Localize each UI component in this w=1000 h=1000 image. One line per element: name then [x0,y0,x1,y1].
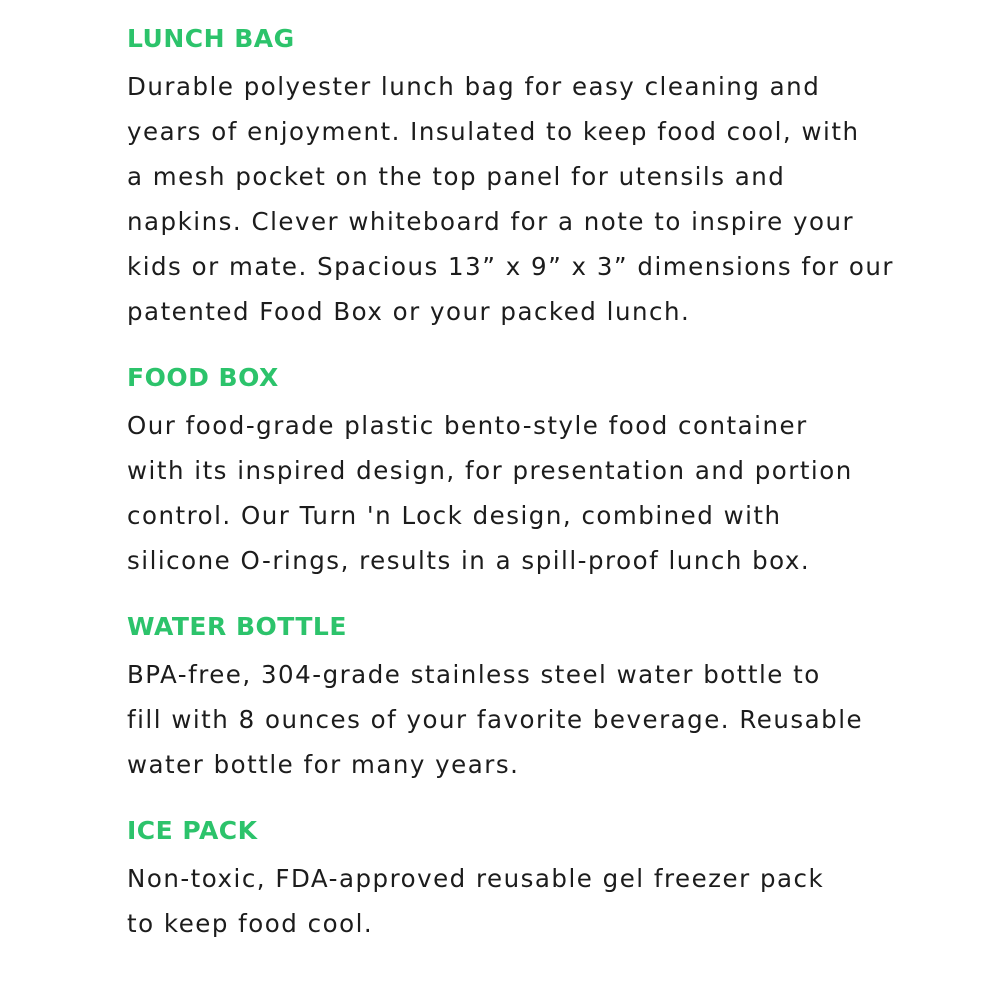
section-ice-pack [127,814,887,946]
section-water-bottle [127,610,887,787]
section-heading: LUNCH BAG [127,24,295,53]
body-line: BPA-free, 304-grade stainless steel water bottle to [127,660,821,689]
body-line: napkins. Clever whiteboard for a note to inspire your [127,207,855,236]
body-line: years of enjoyment. Insulated to keep food cool, with [127,117,860,146]
body-line: patented Food Box or your packed lunch. [127,297,691,326]
body-line: control. Our Turn 'n Lock design, combined with [127,501,782,530]
body-line: kids or mate. Spacious 13” x 9” x 3” dimensions for our [127,252,894,281]
body-line: water bottle for many years. [127,750,520,779]
section-heading: ICE PACK [127,816,258,845]
body-line: with its inspired design, for presentation and portion [127,456,853,485]
section-lunch-bag [127,22,894,334]
body-line: silicone O-rings, results in a spill-proof lunch box. [127,546,811,575]
body-line: Our food-grade plastic bento-style food container [127,411,808,440]
section-food-box [127,361,887,583]
body-line: a mesh pocket on the top panel for utensils and [127,162,786,191]
body-line: Durable polyester lunch bag for easy cleaning and [127,72,821,101]
section-heading: FOOD BOX [127,363,279,392]
section-heading: WATER BOTTLE [127,612,347,641]
body-line: fill with 8 ounces of your favorite beverage. Reusable [127,705,864,734]
body-line: to keep food cool. [127,909,374,938]
body-line: Non-toxic, FDA-approved reusable gel freezer pack [127,864,825,893]
product-description [127,22,894,946]
